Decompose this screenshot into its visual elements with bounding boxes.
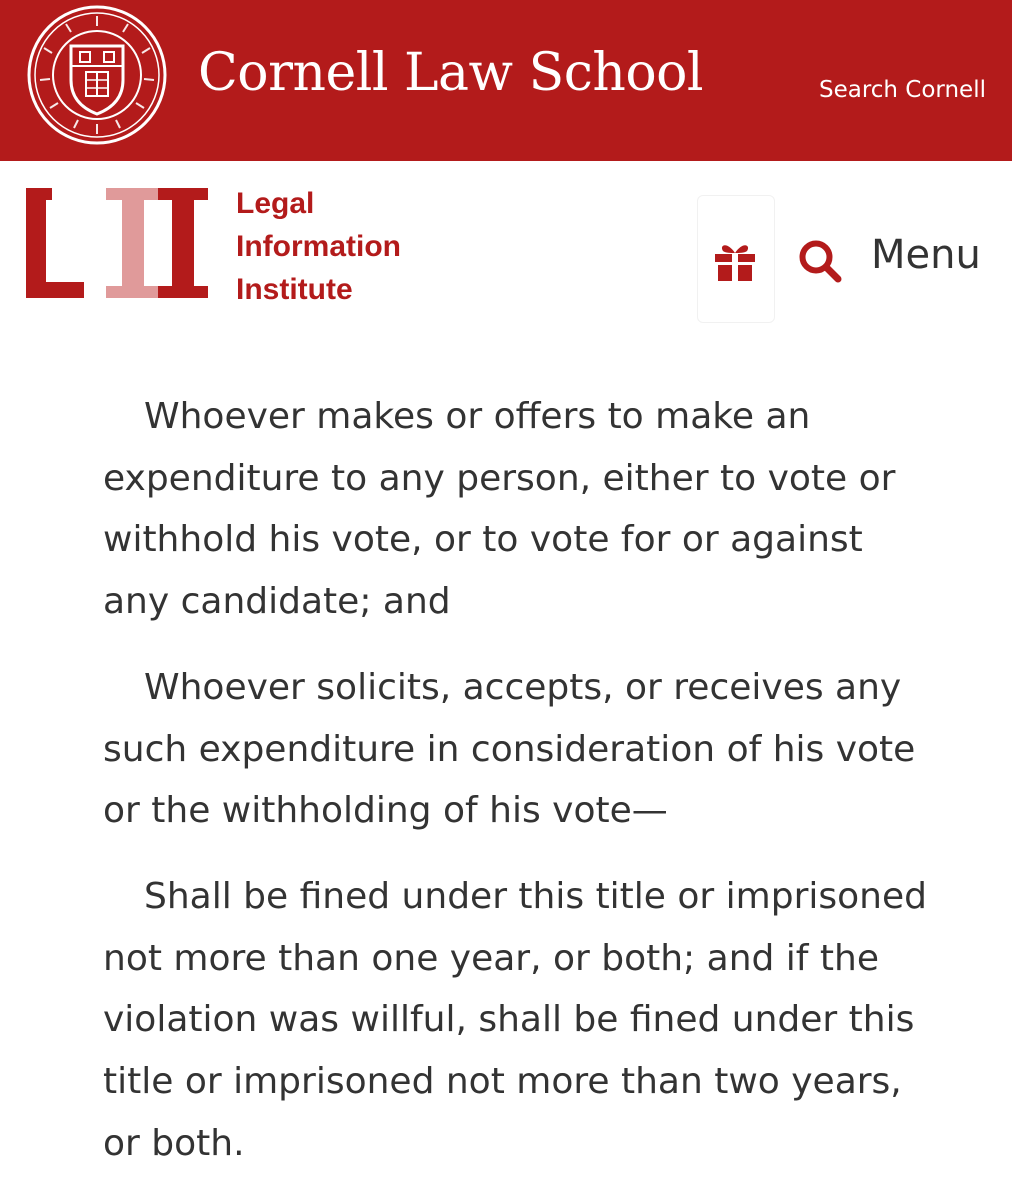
lii-logo-line: Legal xyxy=(236,187,315,220)
cornell-seal-icon[interactable] xyxy=(26,4,168,146)
lii-logo-text[interactable] xyxy=(236,182,401,311)
statute-paragraph: Shall be fined under this title or imprisoned not more than one year, or both; and if the violation was willful, shall be fined under this title or imprisoned not more than two years, or both. xyxy=(103,875,927,1164)
search-icon[interactable] xyxy=(797,238,843,284)
statute-text xyxy=(103,386,933,1198)
lii-logo-icon[interactable] xyxy=(26,186,208,300)
gift-icon[interactable] xyxy=(713,239,757,283)
statute-paragraph: Whoever makes or offers to make an expenditure to any person, either to vote or withhold his vote, or to vote for or against any candidate; and xyxy=(103,396,896,623)
lii-logo-line: Institute xyxy=(236,273,353,306)
school-title[interactable]: Cornell Law School xyxy=(198,43,704,103)
search-cornell-link[interactable]: Search Cornell xyxy=(818,77,986,103)
menu-button[interactable]: Menu xyxy=(871,232,981,278)
cornell-header-bar xyxy=(0,0,1012,161)
statute-paragraph: Whoever solicits, accepts, or receives any such expenditure in consideration of his vote or the withholding of his vote— xyxy=(103,666,916,832)
lii-logo-line: Information xyxy=(236,230,401,263)
